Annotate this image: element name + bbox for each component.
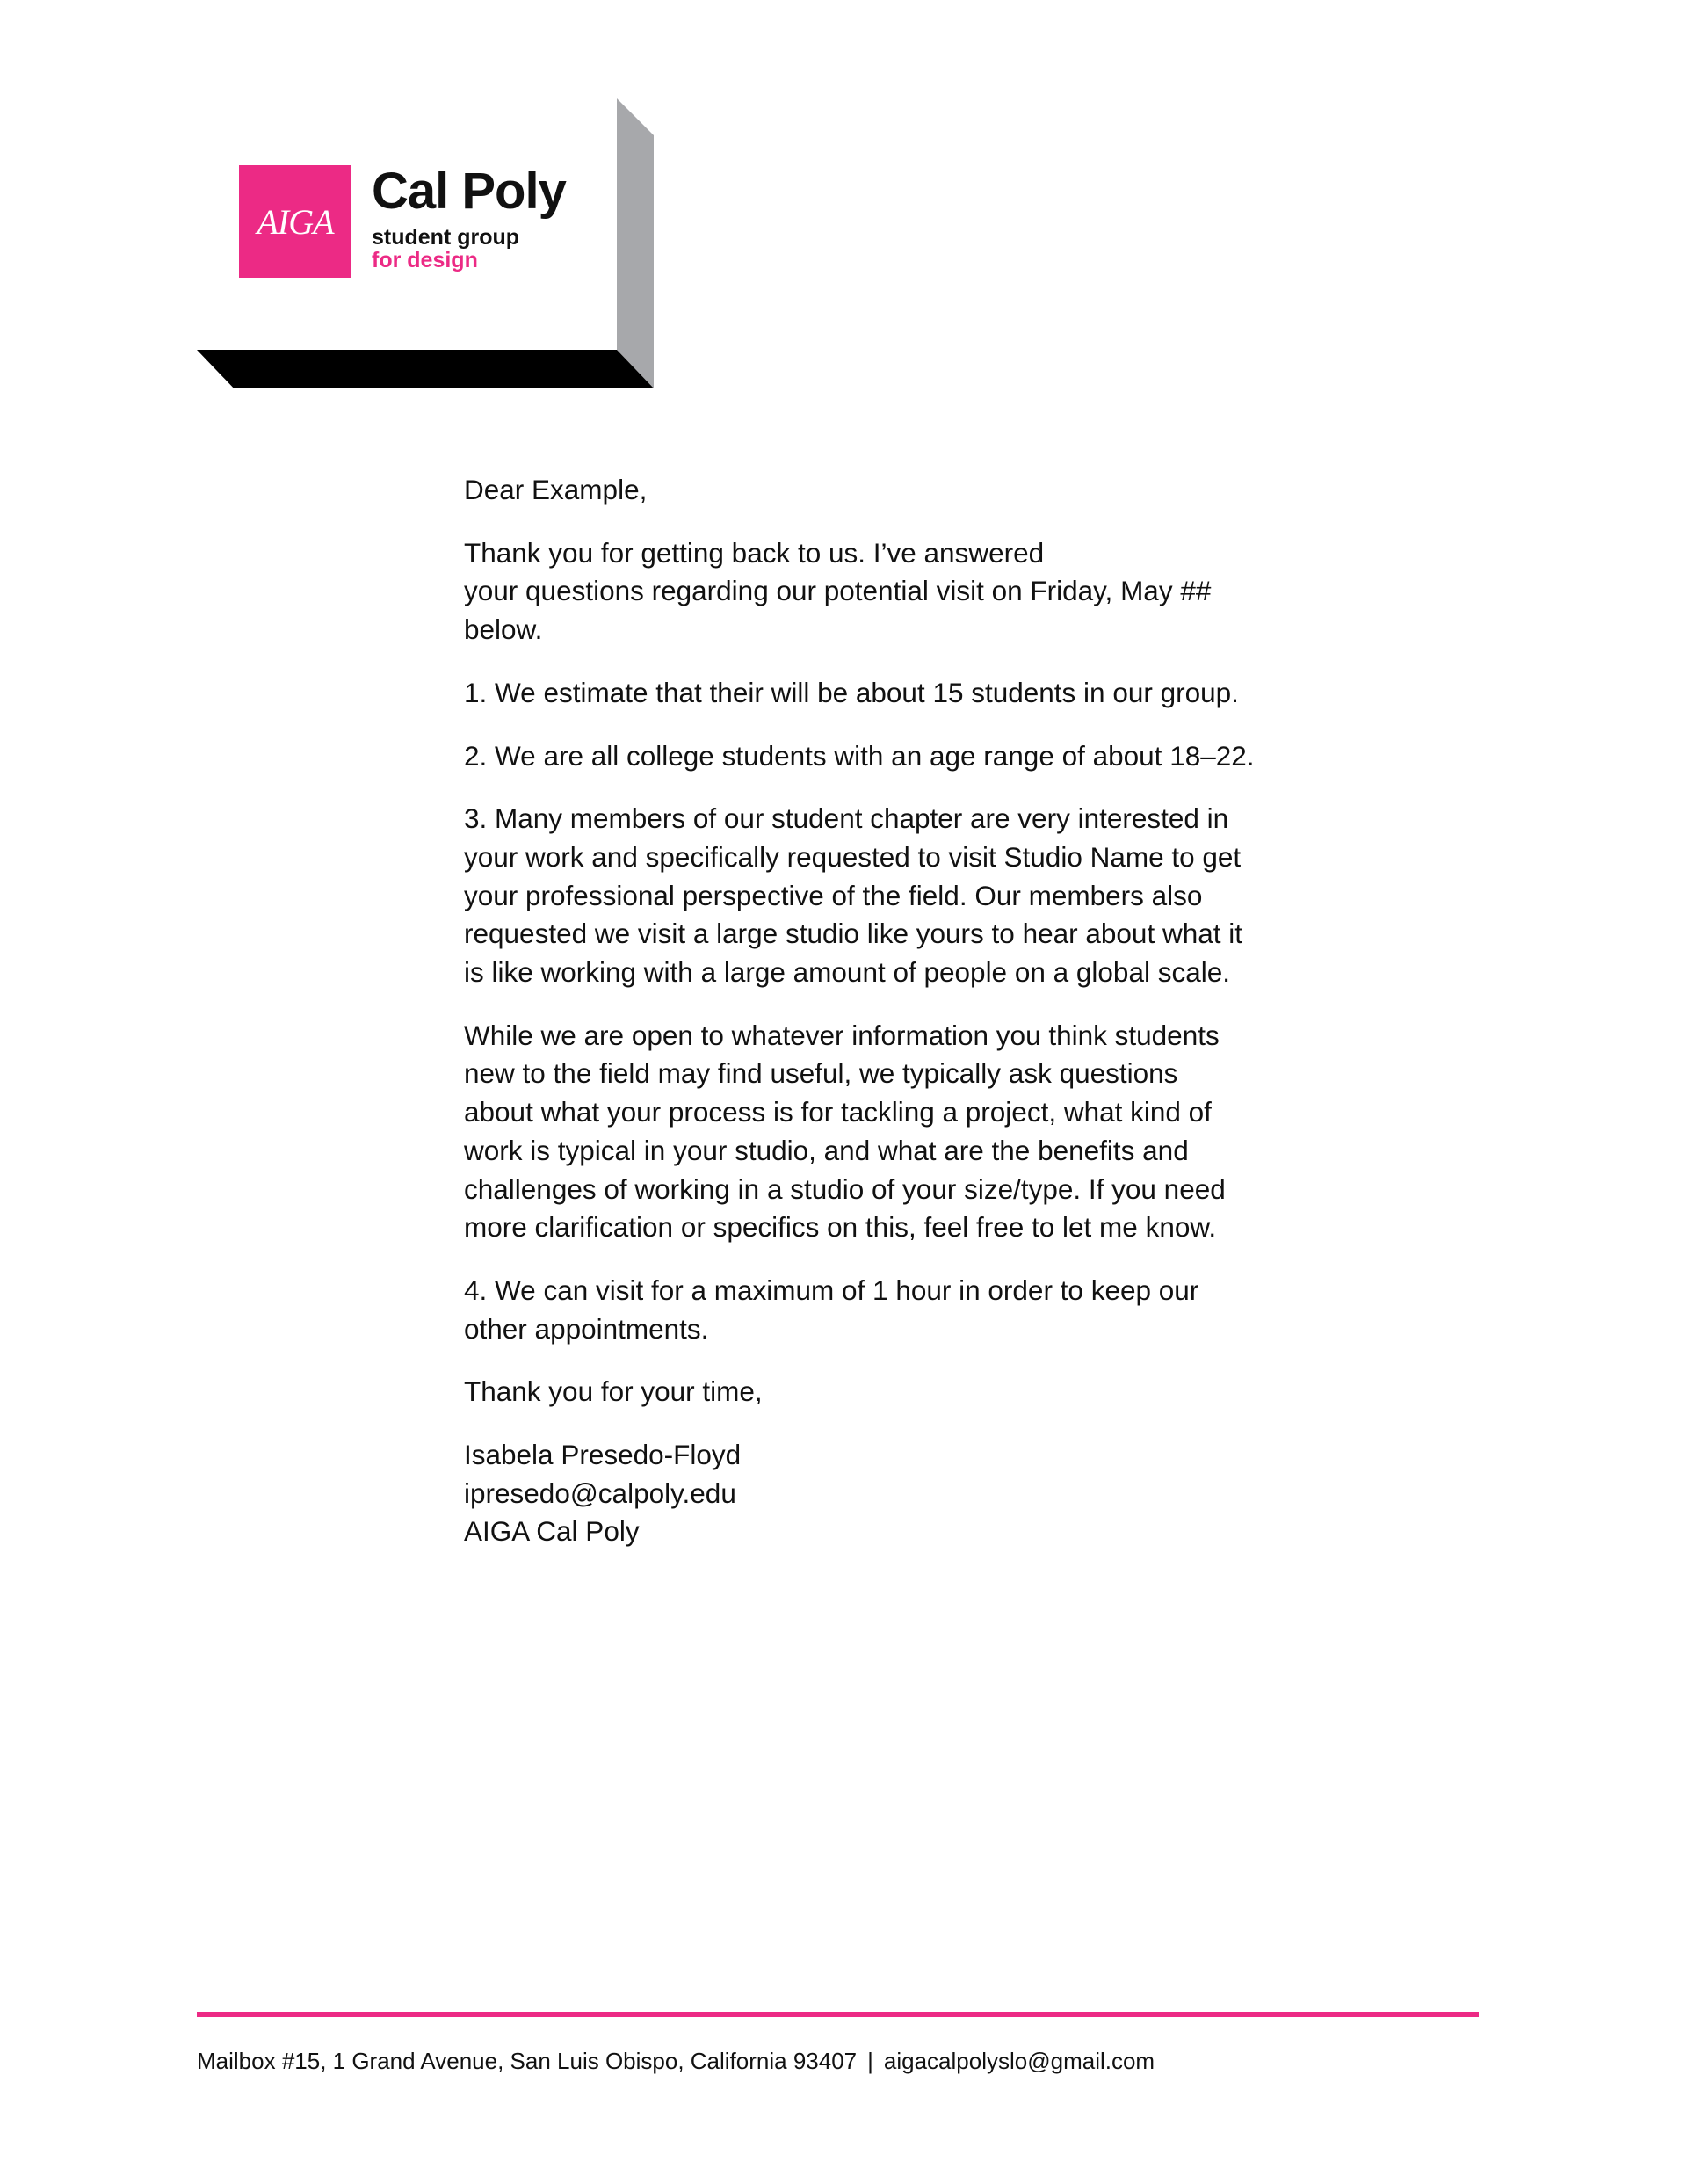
text-line: below. bbox=[464, 613, 543, 646]
footer-email[interactable]: aigacalpolyslo@gmail.com bbox=[883, 2048, 1155, 2074]
item-2: 2. We are all college students with an age range of about 18–22. bbox=[464, 739, 1255, 772]
info-paragraph bbox=[464, 1017, 1325, 1247]
text-line: new to the field may find useful, we typically ask questions bbox=[464, 1057, 1178, 1090]
letter-body bbox=[464, 471, 1325, 1576]
brand-subtitle-1: student group bbox=[372, 225, 520, 250]
item-3 bbox=[464, 800, 1325, 992]
signature-name: Isabela Presedo-Floyd bbox=[464, 1439, 742, 1471]
closing: Thank you for your time, bbox=[464, 1375, 763, 1408]
signature-org: AIGA Cal Poly bbox=[464, 1515, 640, 1548]
text-line: more clarification or specifics on this, feel free to let me know. bbox=[464, 1211, 1217, 1244]
text-line: your work and specifically requested to visit Studio Name to get bbox=[464, 840, 1242, 873]
letterhead-logo bbox=[197, 98, 654, 388]
brand-subtitle-2: for design bbox=[372, 248, 478, 272]
salutation: Dear Example, bbox=[464, 474, 648, 505]
intro-paragraph bbox=[464, 534, 1325, 649]
text-line: challenges of working in a studio of your size/type. If you need bbox=[464, 1172, 1226, 1205]
item-4 bbox=[464, 1272, 1325, 1348]
text-line: about what your process is for tackling a project, what kind of bbox=[464, 1096, 1212, 1128]
logo-side-gray bbox=[617, 98, 654, 388]
text-line: 3. Many members of our student chapter are very interested in bbox=[464, 802, 1229, 835]
footer-rule bbox=[197, 2012, 1479, 2017]
footer bbox=[197, 2048, 1155, 2075]
text-line: Thank you for getting back to us. I’ve answered bbox=[464, 536, 1045, 569]
text-line: is like working with a large amount of people on a global scale. bbox=[464, 956, 1231, 989]
brand-title: Cal Poly bbox=[372, 163, 566, 220]
signature-block bbox=[464, 1436, 1325, 1551]
text-line: your professional perspective of the field. Our members also bbox=[464, 879, 1203, 911]
text-line: work is typical in your studio, and what are the benefits and bbox=[464, 1134, 1189, 1166]
text-line: While we are open to whatever information you think students bbox=[464, 1019, 1220, 1051]
signature-email[interactable]: ipresedo@calpoly.edu bbox=[464, 1477, 736, 1509]
text-line: other appointments. bbox=[464, 1312, 709, 1345]
footer-separator: | bbox=[867, 2048, 873, 2074]
text-line: your questions regarding our potential visit on Friday, May ## bbox=[464, 575, 1212, 607]
logo-bottom-black bbox=[197, 350, 654, 388]
item-1: 1. We estimate that their will be about 15 students in our group. bbox=[464, 676, 1239, 708]
aiga-mark bbox=[239, 165, 351, 278]
text-line: requested we visit a large studio like yours to hear about what it bbox=[464, 918, 1242, 950]
text-line: 4. We can visit for a maximum of 1 hour in order to keep our bbox=[464, 1273, 1199, 1306]
aiga-mark-text: AIGA bbox=[257, 201, 334, 242]
footer-address: Mailbox #15, 1 Grand Avenue, San Luis Obispo, California 93407 bbox=[197, 2048, 858, 2074]
